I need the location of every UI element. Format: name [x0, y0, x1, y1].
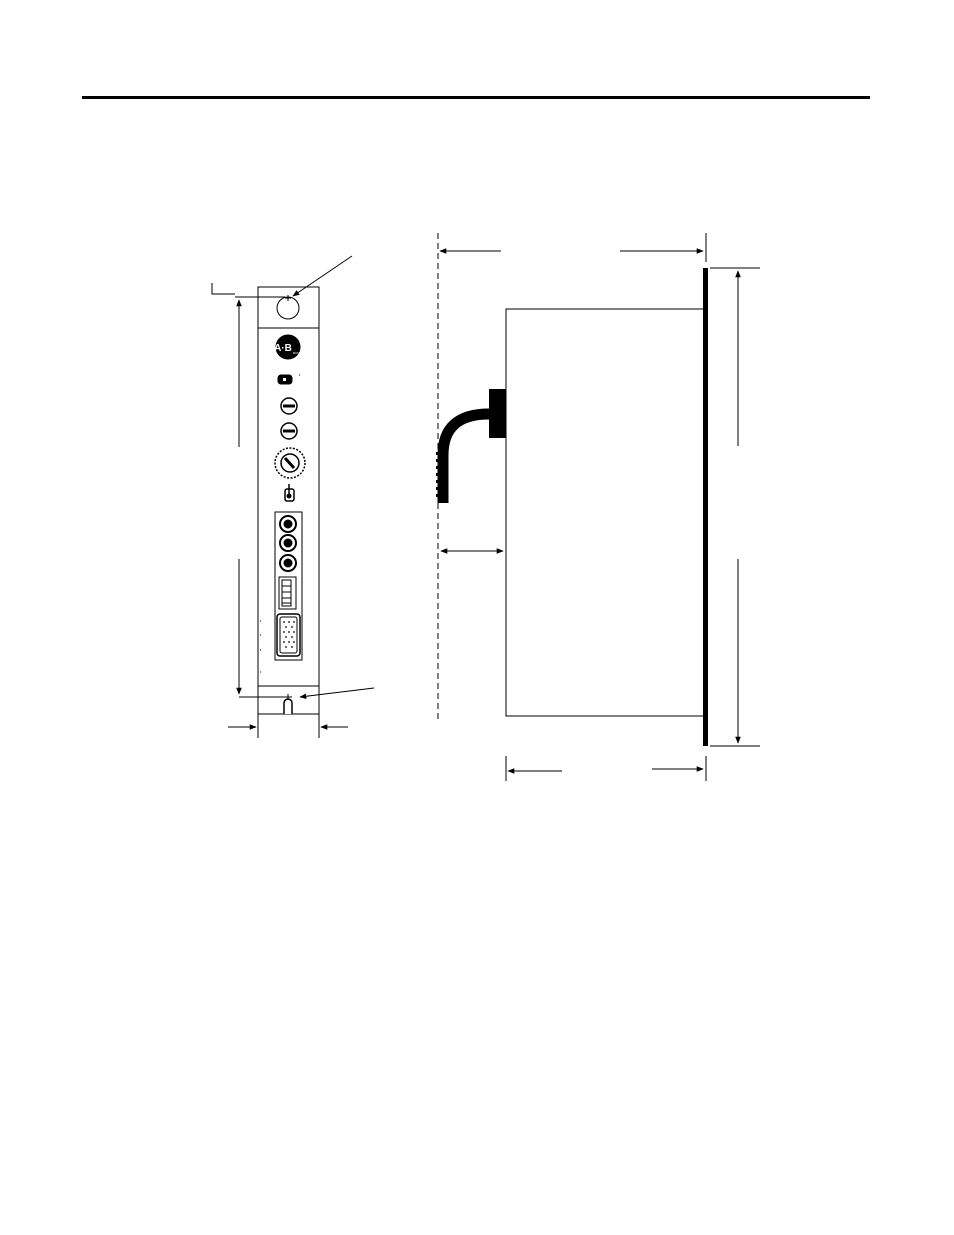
slotted-potentiometer-icon-2	[281, 423, 297, 439]
slotted-potentiometer-icon	[281, 398, 297, 414]
round-connector-icon-2	[280, 535, 296, 551]
round-connector-icon	[280, 516, 296, 532]
d-sub-connector-icon	[277, 614, 300, 656]
front-view	[258, 287, 319, 714]
cable-bend-icon	[443, 414, 489, 503]
mounting-plate	[703, 268, 708, 746]
logo-subtext: ROCKWELL	[293, 351, 310, 355]
rotary-switch-icon	[275, 448, 305, 478]
datum-bracket	[212, 283, 235, 294]
side-view	[436, 233, 708, 746]
round-connector-icon-3	[280, 555, 296, 571]
terminal-block-icon	[279, 577, 296, 609]
side-body	[506, 309, 705, 716]
cable-plug	[489, 389, 506, 438]
logo-brand-text: A·B	[274, 343, 292, 354]
leader-top-hole	[293, 256, 352, 296]
led-indicator-icon	[278, 375, 292, 384]
